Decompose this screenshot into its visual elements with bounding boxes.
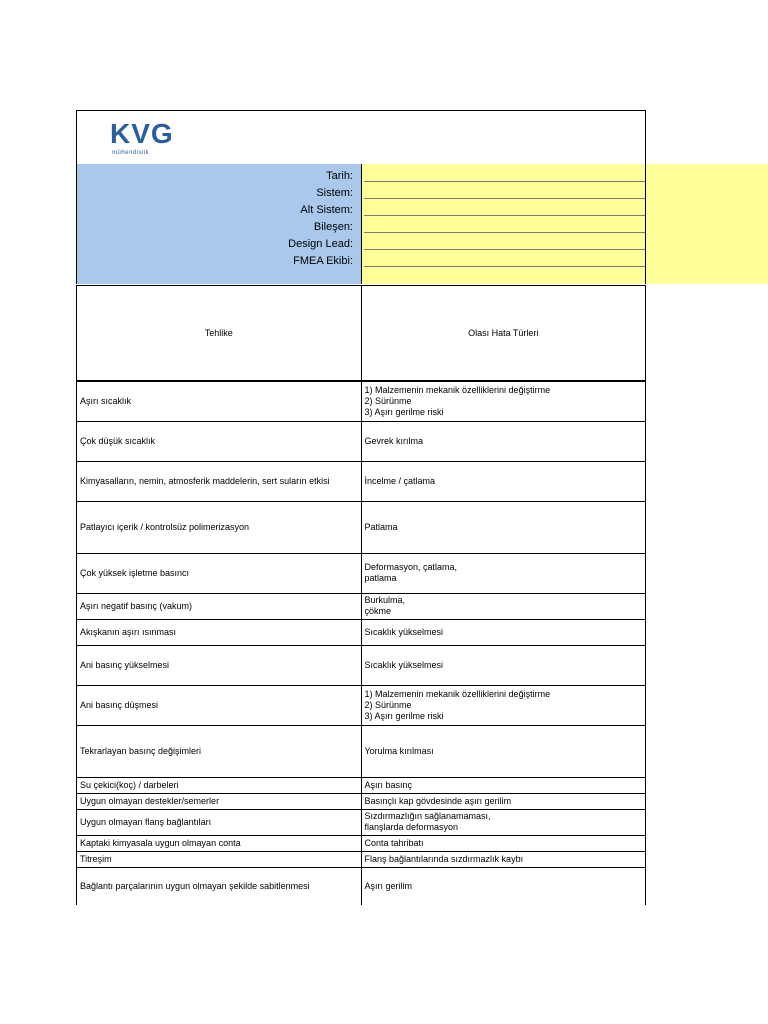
table-row (77, 835, 646, 851)
hazard-cell[interactable]: Patlayıcı içerik / kontrolsüz polimerizasyon (77, 501, 362, 553)
table-row (77, 619, 646, 645)
table-row (77, 421, 646, 461)
logo-text: KVG (110, 118, 174, 149)
table-row (77, 645, 646, 685)
system-label: Sistem: (316, 187, 353, 199)
hazard-cell[interactable]: Aşırı negatif basınç (vakum) (77, 593, 362, 619)
failure-cell[interactable]: Sıcaklık yükselmesi (361, 645, 646, 685)
info-label-block (76, 164, 361, 284)
fmea-team-field[interactable] (364, 266, 645, 267)
hazard-column-header: Tehlike (77, 286, 362, 382)
table-row (77, 777, 646, 793)
info-right-border (645, 164, 646, 284)
failure-cell[interactable]: Burkulma, çökme (361, 593, 646, 619)
failure-cell[interactable]: Patlama (361, 501, 646, 553)
hazard-cell[interactable]: Titreşim (77, 851, 362, 867)
hazard-cell[interactable]: Uygun olmayan destekler/semerler (77, 793, 362, 809)
design-lead-field[interactable] (364, 249, 645, 250)
system-field[interactable] (364, 198, 645, 199)
hazard-cell[interactable]: Çok düşük sıcaklık (77, 421, 362, 461)
fmea-team-label: FMEA Ekibi: (293, 255, 353, 267)
hazard-cell[interactable]: Ani basınç yükselmesi (77, 645, 362, 685)
hazard-cell[interactable]: Kaptaki kimyasala uygun olmayan conta (77, 835, 362, 851)
design-lead-label: Design Lead: (288, 238, 353, 250)
failure-cell[interactable]: Deformasyon, çatlama, patlama (361, 553, 646, 593)
subsystem-field[interactable] (364, 215, 645, 216)
failure-cell[interactable]: Yorulma kırılması (361, 725, 646, 777)
logo-subtitle: mühendislik (112, 150, 150, 156)
table-row (77, 809, 646, 835)
hazard-cell[interactable]: Akışkanın aşırı ısınması (77, 619, 362, 645)
table-row (77, 553, 646, 593)
component-field[interactable] (364, 232, 645, 233)
failure-cell[interactable]: Aşırı basınç (361, 777, 646, 793)
info-divider (361, 164, 362, 284)
failure-cell[interactable]: Gevrek kırılma (361, 421, 646, 461)
table-row (77, 501, 646, 553)
table-row (77, 593, 646, 619)
failure-cell[interactable]: Aşırı gerilim (361, 867, 646, 905)
hazard-cell[interactable]: Uygun olmayan flanş bağlantıları (77, 809, 362, 835)
failure-cell[interactable]: Sıcaklık yükselmesi (361, 619, 646, 645)
hazard-cell[interactable]: Çok yüksek işletme basıncı (77, 553, 362, 593)
table-row (77, 867, 646, 905)
table-row (77, 725, 646, 777)
failure-cell[interactable]: Conta tahribatı (361, 835, 646, 851)
date-label: Tarih: (326, 170, 353, 182)
hazard-cell[interactable]: Aşırı sıcaklık (77, 381, 362, 421)
hazard-cell[interactable]: Tekrarlayan basınç değişimleri (77, 725, 362, 777)
table-header-row (77, 286, 646, 382)
date-field[interactable] (364, 181, 645, 182)
hazard-table (76, 285, 646, 905)
failure-cell[interactable]: Flanş bağlantılarında sızdırmazlık kaybı (361, 851, 646, 867)
table-row (77, 461, 646, 501)
failure-cell[interactable]: 1) Malzemenin mekanik özelliklerini değiştirme 2) Sürünme 3) Aşırı gerilme riski (361, 685, 646, 725)
failure-cell[interactable]: 1) Malzemenin mekanik özelliklerini değiştirme 2) Sürünme 3) Aşırı gerilme riski (361, 381, 646, 421)
table-row (77, 851, 646, 867)
failure-cell[interactable]: Sızdırmazlığın sağlanamaması, flanşlarda deformasyon (361, 809, 646, 835)
company-logo (110, 119, 174, 157)
header-logo-row (76, 110, 646, 165)
table-row (77, 381, 646, 421)
hazard-cell[interactable]: Bağlantı parçalarının uygun olmayan şekilde sabitlenmesi (77, 867, 362, 905)
failure-cell[interactable]: Basınçlı kap gövdesinde aşırı gerilim (361, 793, 646, 809)
table-row (77, 685, 646, 725)
hazard-cell[interactable]: Su çekici(koç) / darbeleri (77, 777, 362, 793)
subsystem-label: Alt Sistem: (300, 204, 353, 216)
hazard-cell[interactable]: Kimyasalların, nemin, atmosferik maddelerin, sert suların etkisi (77, 461, 362, 501)
component-label: Bileşen: (313, 221, 353, 233)
hazard-cell[interactable]: Ani basınç düşmesi (77, 685, 362, 725)
table-row (77, 793, 646, 809)
failure-column-header: Olası Hata Türleri (361, 286, 646, 382)
failure-cell[interactable]: İncelme / çatlama (361, 461, 646, 501)
